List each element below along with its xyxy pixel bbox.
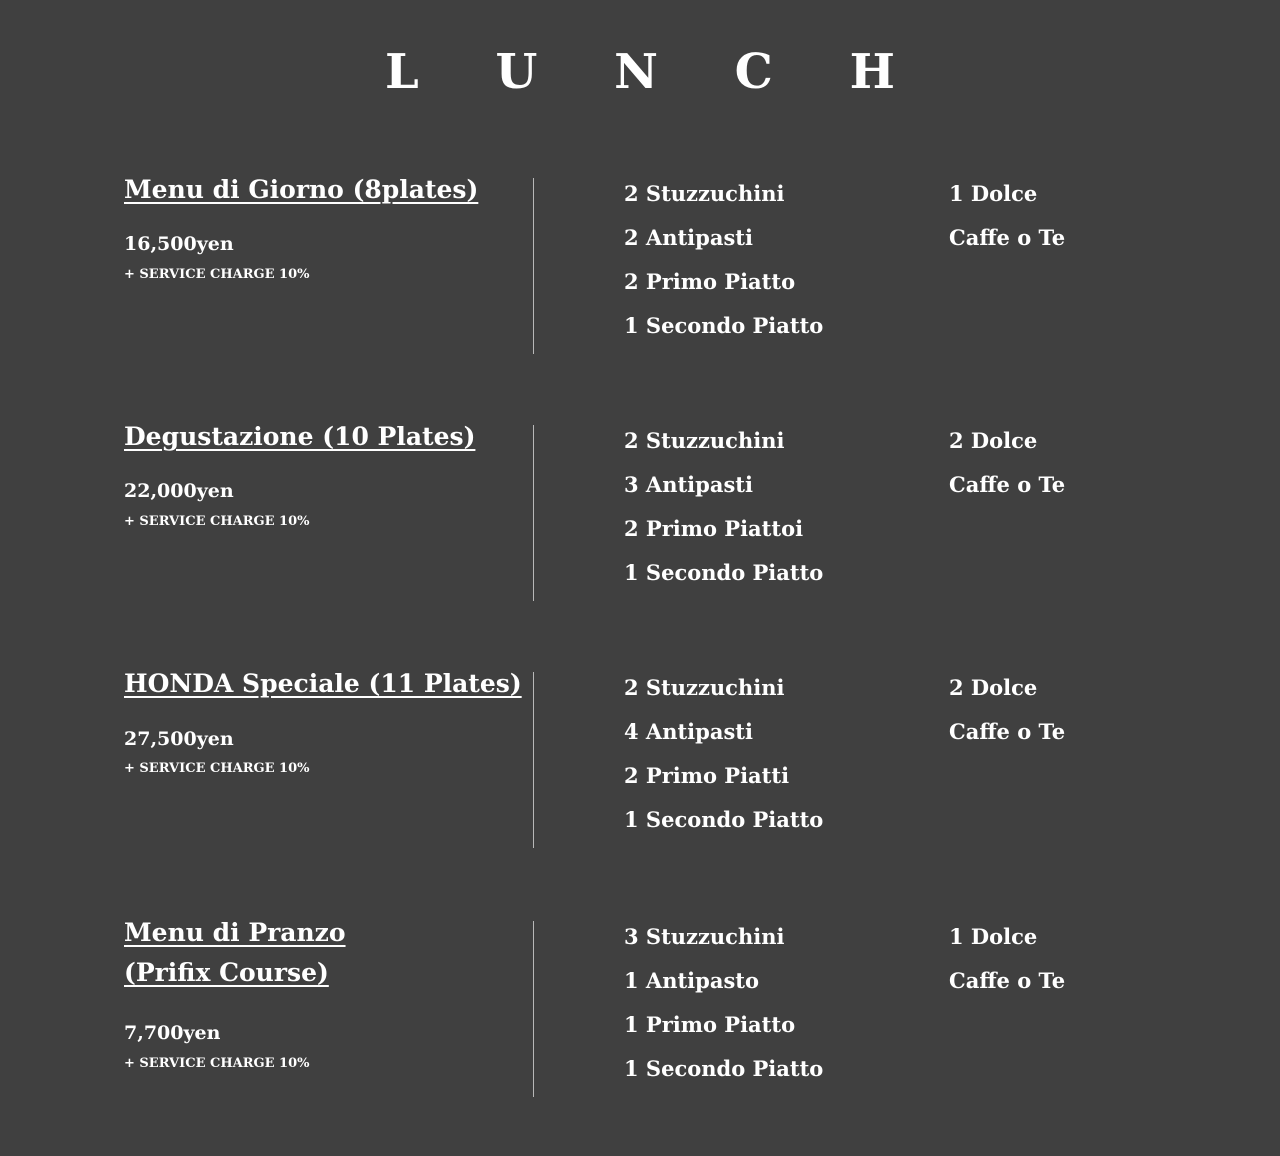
course-items-right [949, 178, 1065, 260]
course-item: 1 Primo Piatto [624, 1012, 796, 1037]
course-items-left [624, 425, 823, 595]
course-item: 2 Dolce [949, 675, 1038, 700]
course-item: 2 Stuzzuchini [624, 181, 785, 206]
course-item: 1 Secondo Piatto [624, 313, 824, 338]
course-items-left [624, 178, 823, 348]
course-item: 1 Antipasto [624, 968, 759, 993]
course-item: 2 Dolce [949, 428, 1038, 453]
course-honda-speciale [0, 669, 1280, 848]
course-item: 1 Secondo Piatto [624, 560, 824, 585]
course-item: 4 Antipasti [624, 719, 753, 744]
course-item: 2 Primo Piatti [624, 763, 790, 788]
course-item: 1 Secondo Piatto [624, 807, 824, 832]
course-item: 2 Stuzzuchini [624, 675, 785, 700]
course-item: 2 Antipasti [624, 225, 753, 250]
course-items-left [624, 672, 823, 842]
course-items-left [624, 921, 823, 1091]
service-charge-note: + SERVICE CHARGE 10% [124, 761, 310, 776]
course-item: 2 Primo Piattoi [624, 516, 804, 541]
divider [533, 178, 534, 354]
course-degustazione [0, 422, 1280, 601]
course-price: 7,700yen [124, 1022, 221, 1044]
course-item: 1 Dolce [949, 924, 1038, 949]
service-charge-note: + SERVICE CHARGE 10% [124, 267, 310, 282]
course-item: 3 Stuzzuchini [624, 924, 785, 949]
course-menu-di-giorno [0, 175, 1280, 354]
course-items-right [949, 672, 1065, 754]
course-price: 22,000yen [124, 480, 234, 502]
course-name: HONDA Speciale (11 Plates) [124, 669, 522, 698]
course-menu-di-pranzo [0, 918, 1280, 1097]
course-price: 16,500yen [124, 233, 234, 255]
service-charge-note: + SERVICE CHARGE 10% [124, 1056, 310, 1071]
course-item: Caffe o Te [949, 968, 1066, 993]
divider [533, 425, 534, 601]
course-name: Menu di Pranzo (Prifix Course) [124, 918, 346, 987]
course-item: 2 Stuzzuchini [624, 428, 785, 453]
course-item: Caffe o Te [949, 719, 1066, 744]
service-charge-note: + SERVICE CHARGE 10% [124, 514, 310, 529]
course-item: 1 Secondo Piatto [624, 1056, 824, 1081]
course-item: 2 Primo Piatto [624, 269, 796, 294]
divider [533, 921, 534, 1097]
course-item: Caffe o Te [949, 225, 1066, 250]
course-items-right [949, 425, 1065, 507]
course-item: Caffe o Te [949, 472, 1066, 497]
course-name: Menu di Giorno (8plates) [124, 175, 479, 204]
course-items-right [949, 921, 1065, 1003]
course-item: 3 Antipasti [624, 472, 753, 497]
page-title: L U N C H [385, 44, 925, 100]
course-item: 1 Dolce [949, 181, 1038, 206]
divider [533, 672, 534, 848]
course-price: 27,500yen [124, 728, 234, 750]
course-name: Degustazione (10 Plates) [124, 422, 476, 451]
